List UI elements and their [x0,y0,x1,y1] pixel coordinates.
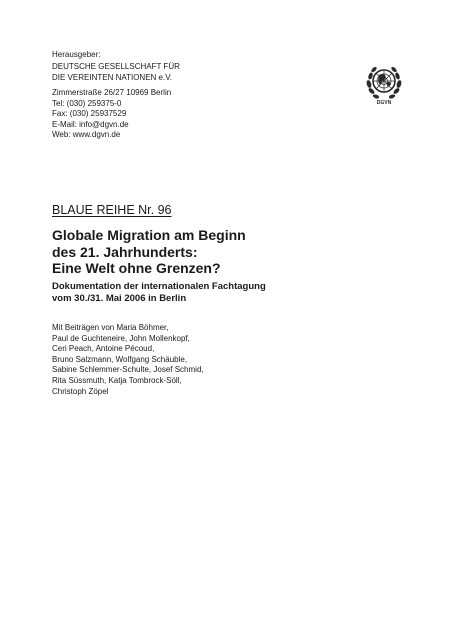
series-title: BLAUE REIHE Nr. 96 [52,203,172,217]
website: Web: www.dgvn.de [52,130,121,139]
email: E-Mail: info@dgvn.de [52,119,129,129]
contributors-line: Bruno Salzmann, Wolfgang Schäuble, [52,354,188,364]
contributors-line: Rita Süssmuth, Katja Tombrock-Söll, [52,375,182,385]
un-emblem-icon [362,60,406,104]
contributors-line: Paul de Guchteneire, John Mollenkopf, [52,333,190,343]
address: Zimmerstraße 26/27 10969 Berlin [52,88,172,97]
publisher-organization [52,62,180,83]
publisher-contact [52,88,171,141]
subtitle-line1: Dokumentation der internationalen Fachtagung [52,281,266,292]
logo-caption: DGVN [376,100,392,106]
title-line3: Eine Welt ohne Grenzen? [52,260,221,276]
document-subtitle [52,281,412,305]
fax: Fax: (030) 25937529 [52,109,127,118]
document-title [52,227,412,277]
contributors-line: Mit Beiträgen von Maria Böhmer, [52,323,169,332]
contributors-line: Christoph Zöpel [52,386,109,396]
title-line1: Globale Migration am Beginn [52,227,246,243]
org-name-line2: DIE VEREINTEN NATIONEN e.V. [52,72,173,82]
org-name-line1: DEUTSCHE GESELLSCHAFT FÜR [52,62,180,71]
subtitle-line2: vom 30./31. Mai 2006 in Berlin [52,293,187,304]
telephone: Tel: (030) 259375-0 [52,98,122,108]
contributors-line: Sabine Schlemmer-Schulte, Josef Schmid, [52,365,204,375]
title-line2: des 21. Jahrhunderts: [52,243,198,260]
publisher-label: Herausgeber: [52,50,101,59]
contributors-line: Ceri Peach, Antoine Pécoud, [52,344,155,354]
contributors-list [52,323,204,397]
